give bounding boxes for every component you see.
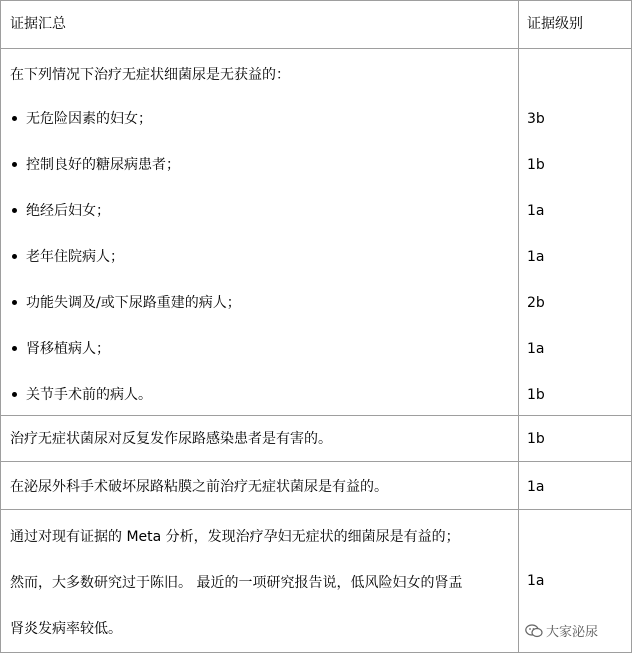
bullet-icon bbox=[12, 254, 17, 259]
level-value: 1a bbox=[527, 573, 545, 589]
list-item: 无危险因素的妇女； bbox=[10, 110, 152, 128]
bullet-icon bbox=[12, 208, 17, 213]
level-value: 1b bbox=[527, 387, 545, 403]
evidence-text: 治疗无症状菌尿对反复发作尿路感染患者是有害的。 bbox=[10, 431, 332, 447]
table-header-row bbox=[1, 1, 631, 48]
evidence-text: 在泌尿外科手术破坏尿路粘膜之前治疗无症状菌尿是有益的。 bbox=[10, 479, 388, 495]
bullet-icon bbox=[12, 300, 17, 305]
level-value: 2b bbox=[527, 295, 545, 311]
level-value: 1a bbox=[527, 203, 545, 219]
header-evidence: 证据汇总 bbox=[10, 16, 66, 32]
level-value: 1b bbox=[527, 431, 545, 447]
group1-title: 在下列情况下治疗无症状细菌尿是无获益的： bbox=[10, 67, 290, 83]
level-value: 1a bbox=[527, 341, 545, 357]
level-value: 1a bbox=[527, 479, 545, 495]
evidence-text-line: 通过对现有证据的 Meta 分析，发现治疗孕妇无症状的细菌尿是有益的； bbox=[10, 529, 460, 545]
list-item: 绝经后妇女； bbox=[10, 202, 110, 220]
watermark bbox=[525, 621, 598, 640]
wechat-icon bbox=[525, 624, 543, 638]
evidence-text-line: 然而，大多数研究过于陈旧。 最近的一项研究报告说，低风险妇女的肾盂 bbox=[10, 575, 463, 591]
header-level: 证据级别 bbox=[527, 16, 583, 32]
table-row-group1 bbox=[1, 48, 631, 416]
table-row bbox=[1, 415, 631, 462]
list-item: 老年住院病人； bbox=[10, 248, 124, 266]
bullet-icon bbox=[12, 346, 17, 351]
watermark-text: 大家泌尿 bbox=[546, 625, 599, 640]
bullet-icon bbox=[12, 392, 17, 397]
evidence-text-line: 肾炎发病率较低。 bbox=[10, 621, 122, 637]
level-value: 1b bbox=[527, 157, 545, 173]
list-item: 功能失调及/或下尿路重建的病人； bbox=[10, 294, 241, 312]
level-value: 3b bbox=[527, 111, 545, 127]
level-value: 1a bbox=[527, 249, 545, 265]
bullet-icon bbox=[12, 162, 17, 167]
list-item: 关节手术前的病人。 bbox=[10, 386, 152, 404]
list-item: 肾移植病人； bbox=[10, 340, 110, 358]
bullet-icon bbox=[12, 116, 17, 121]
table-row bbox=[1, 461, 631, 510]
list-item: 控制良好的糖尿病患者； bbox=[10, 156, 180, 174]
